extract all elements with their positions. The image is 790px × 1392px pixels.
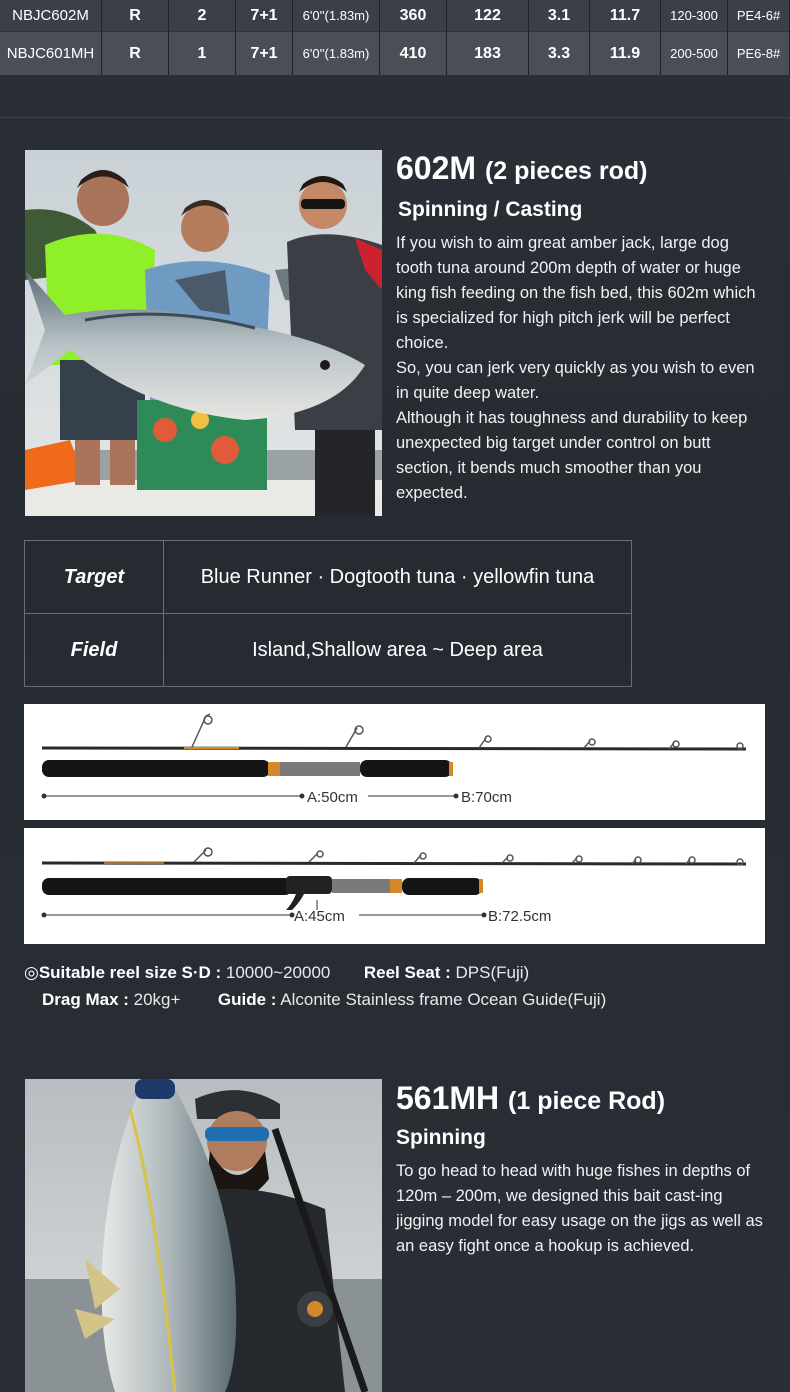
section2-description	[396, 1159, 768, 1259]
section1-description	[396, 231, 768, 506]
section1-paragraph: If you wish to aim great amber jack, large dog tooth tuna around 200m depth of water or huge king fish feeding on the fish bed, this 602m which is specialized for high pitch jerk will be perfect choice.	[396, 234, 756, 352]
section2-paragraph: To go head to head with huge fishes in depths of 120m – 200m, we designed this bait cast-ing jigging model for easy usage on the jigs as well as an easy fight once a hookup is achieved.	[396, 1162, 763, 1255]
anglers-photo	[25, 150, 382, 516]
cell-model: NBJC601MH	[0, 32, 102, 76]
cell-c1: 183	[447, 32, 529, 76]
cell-c3: 11.7	[590, 0, 661, 32]
target-value: Blue Runner · Dogtooth tuna · yellowfin tuna	[164, 541, 632, 614]
cell-jig: 120-300	[661, 0, 728, 32]
cell-weight: 360	[380, 0, 447, 32]
drag-max-label: Drag Max :	[42, 990, 129, 1009]
section2-title	[396, 1080, 665, 1117]
field-value: Island,Shallow area ~ Deep area	[164, 614, 632, 687]
cell-model: NBJC602M	[0, 0, 102, 32]
angler-photo-2	[25, 1079, 382, 1392]
section2-pieces: (1 piece Rod)	[508, 1087, 666, 1115]
rod-diagram-spinning	[24, 704, 765, 820]
cell-c1: 122	[447, 0, 529, 32]
guide-value: Alconite Stainless frame Ocean Guide(Fuji)	[276, 990, 607, 1009]
spinning-a-length: A:50cm	[307, 789, 358, 806]
section1-title	[396, 150, 648, 187]
cell-length: 6'0''(1.83m)	[293, 0, 380, 32]
spec-row-601mh	[0, 32, 790, 76]
section1-paragraph: So, you can jerk very quickly as you wish to even in quite deep water.	[396, 359, 755, 402]
reel-size-label: ◎Suitable reel size S·D :	[24, 963, 222, 982]
section2-model: 561MH	[396, 1080, 500, 1116]
spec-row-602m	[0, 0, 790, 32]
reel-seat-label: Reel Seat :	[363, 963, 451, 982]
cell-pieces: 2	[169, 0, 236, 32]
cell-pieces: 1	[169, 32, 236, 76]
cell-c2: 3.3	[529, 32, 590, 76]
section2-subtitle: Spinning	[396, 1126, 486, 1149]
reel-spec-line	[24, 963, 529, 983]
section-divider	[0, 117, 790, 118]
drag-max-value: 20kg+	[128, 990, 181, 1009]
casting-a-length: A:45cm	[294, 908, 345, 925]
cell-line: PE4-6#	[728, 0, 790, 32]
cell-weight: 410	[380, 32, 447, 76]
cell-jig: 200-500	[661, 32, 728, 76]
spinning-b-length: B:70cm	[461, 789, 512, 806]
cell-guides: 7+1	[236, 0, 293, 32]
field-row	[25, 614, 632, 687]
reel-seat-value: DPS(Fuji)	[450, 963, 530, 982]
cell-action: R	[102, 32, 169, 76]
section1-model: 602M	[396, 150, 477, 186]
cell-length: 6'0''(1.83m)	[293, 32, 380, 76]
field-label: Field	[25, 614, 164, 687]
target-label: Target	[25, 541, 164, 614]
spec-table	[0, 0, 790, 75]
cell-c2: 3.1	[529, 0, 590, 32]
cell-c3: 11.9	[590, 32, 661, 76]
target-field-table	[24, 540, 632, 687]
cell-action: R	[102, 0, 169, 32]
section1-subtitle: Spinning / Casting	[398, 198, 583, 221]
section1-paragraph: Although it has toughness and durability to keep unexpected big target under control on butt section, it bends much smoother than you expected.	[396, 409, 748, 502]
section1-pieces: (2 pieces rod)	[484, 157, 648, 185]
rod-diagram-casting	[24, 828, 765, 944]
guide-label: Guide :	[217, 990, 277, 1009]
casting-b-length: B:72.5cm	[488, 908, 552, 925]
reel-size-value: 10000~20000	[221, 963, 331, 982]
target-row	[25, 541, 632, 614]
drag-guide-line	[42, 990, 606, 1010]
cell-line: PE6-8#	[728, 32, 790, 76]
cell-guides: 7+1	[236, 32, 293, 76]
